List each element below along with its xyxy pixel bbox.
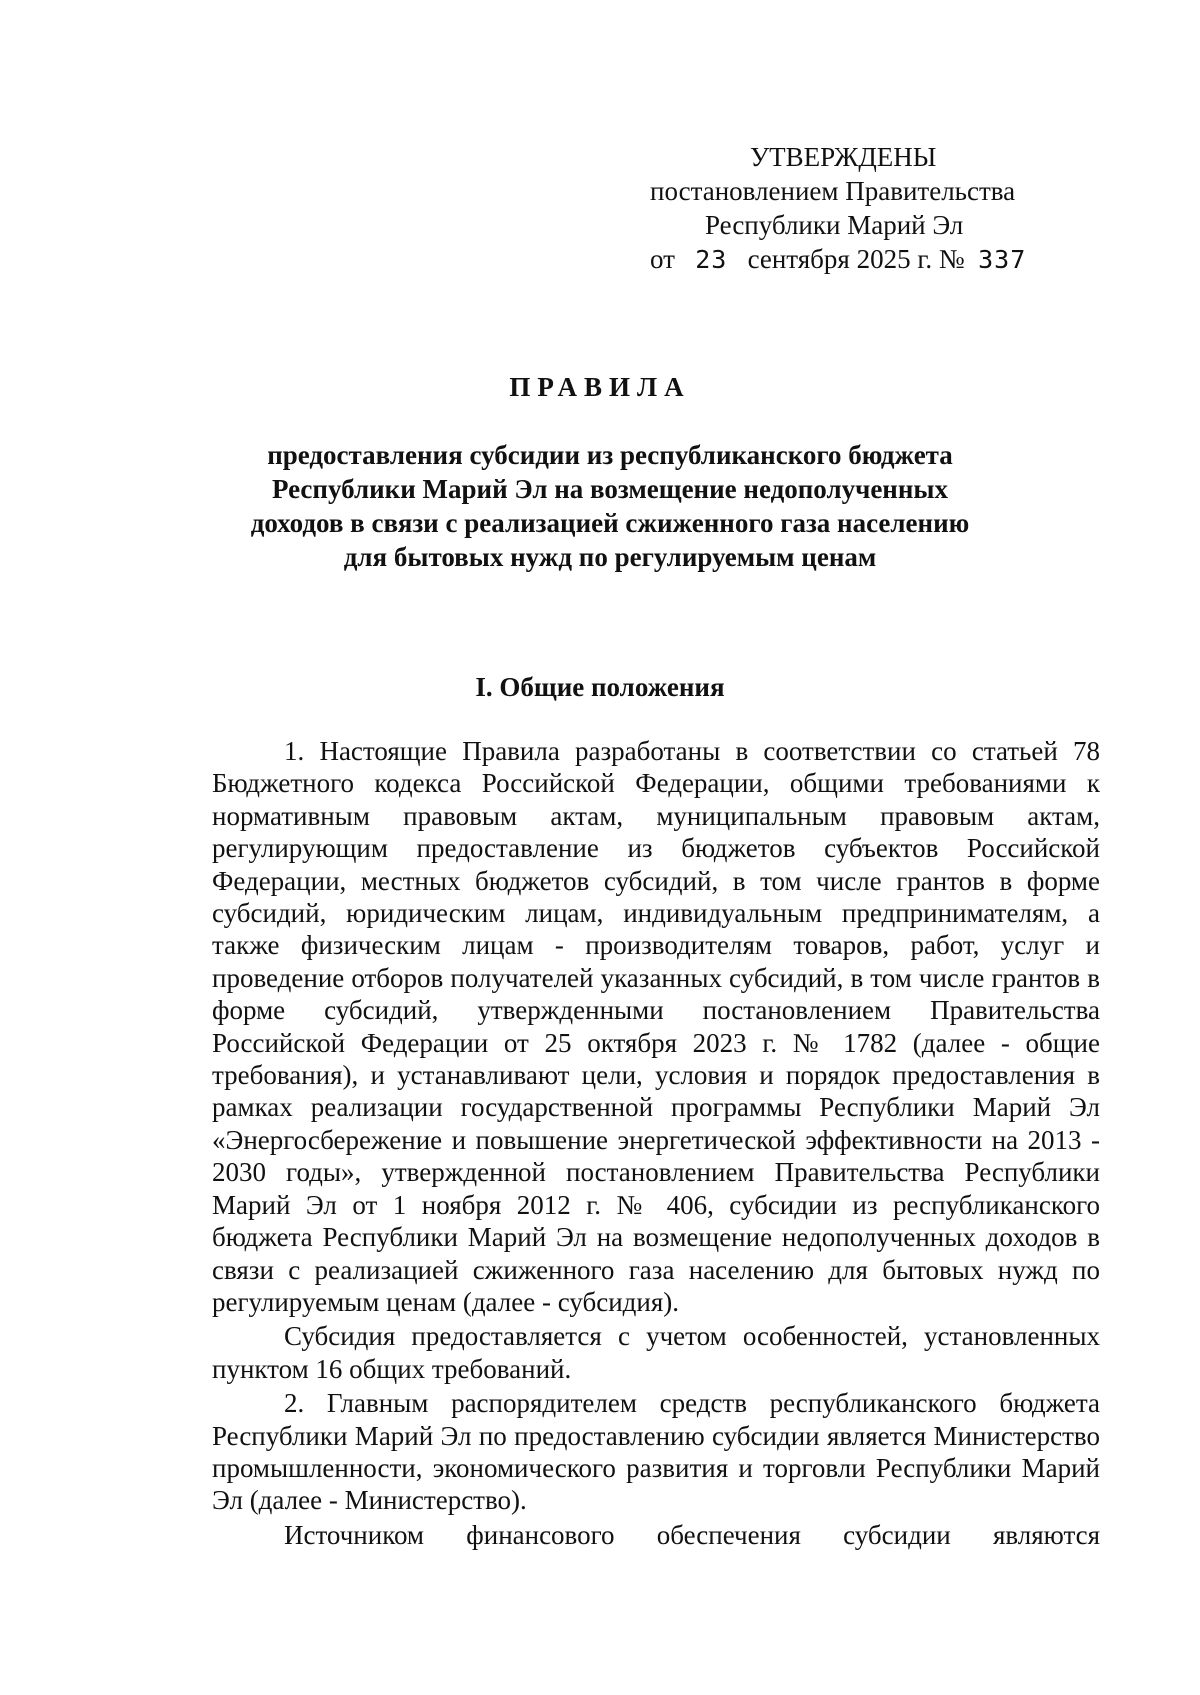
paragraph: 1. Настоящие Правила разработаны в соответствии со статьей 78 Бюджетного кодекса Российской Федерации, общими требованиями к нормативным правовым актам, муниципальным правовым актам, регулирующим предоставление из бюджетов субъектов Российской Федерации, местных бюджетов субсидий, в том числе грантов в форме субсидий, юридическим лицам, индивидуальным предпринимателям, а также физическим лицам - производителям товаров, работ, услуг и проведение отборов получателей указанных субсидий, в том числе грантов в форме субсидий, утвержденными постановлением Правительства Российской Федерации от 25 октября 2023 г. № 1782 (далее - общие требования), и устанавливают цели, условия и порядок предоставления в рамках реализации государственной программы Республики Марий Эл «Энергосбережение и повышение энергетической эффективности на 2013 - 2030 годы», утвержденной постановлением Правительства Республики Марий Эл от 1 ноября 2012 г. № 406, субсидии из республиканского бюджета Республики Марий Эл на возмещение недополученных доходов в связи с реализацией сжиженного газа населению для бытовых нужд по регулируемым ценам (далее - субсидия). xyxy=(212,736,1100,1317)
subtitle-line: предоставления субсидии из республиканского бюджета xyxy=(267,440,953,470)
document-title: ПРАВИЛА xyxy=(509,372,691,402)
document-body xyxy=(212,735,1100,1553)
approval-day: 23 xyxy=(695,245,728,274)
document-subtitle xyxy=(200,438,1020,574)
approval-date xyxy=(650,242,1110,277)
approval-month-year: сентября 2025 г. № xyxy=(747,244,965,274)
approval-decree: постановлением Правительства xyxy=(650,176,1016,206)
paragraph: 2. Главным распорядителем средств республиканского бюджета Республики Марий Эл по предоставлению субсидии является Министерство промышленности, экономического развития и торговли Республики Марий Эл (далее - Министерство). xyxy=(212,1388,1100,1516)
subtitle-line: Республики Марий Эл на возмещение недополученных xyxy=(271,474,948,504)
section-heading: I. Общие положения xyxy=(475,672,725,702)
paragraph: Источником финансового обеспечения субсидии являются xyxy=(284,1519,1100,1550)
approval-date-prefix: от xyxy=(650,244,675,274)
approval-stamp xyxy=(650,140,1110,277)
subtitle-line: для бытовых нужд по регулируемым ценам xyxy=(343,542,877,572)
subtitle-line: доходов в связи с реализацией сжиженного газа населению xyxy=(250,508,970,538)
paragraph: Субсидия предоставляется с учетом особенностей, установленных пунктом 16 общих требований. xyxy=(212,1321,1100,1384)
approval-heading: УТВЕРЖДЕНЫ xyxy=(750,142,937,172)
approval-number: 337 xyxy=(978,245,1027,274)
approval-republic: Республики Марий Эл xyxy=(705,210,964,240)
